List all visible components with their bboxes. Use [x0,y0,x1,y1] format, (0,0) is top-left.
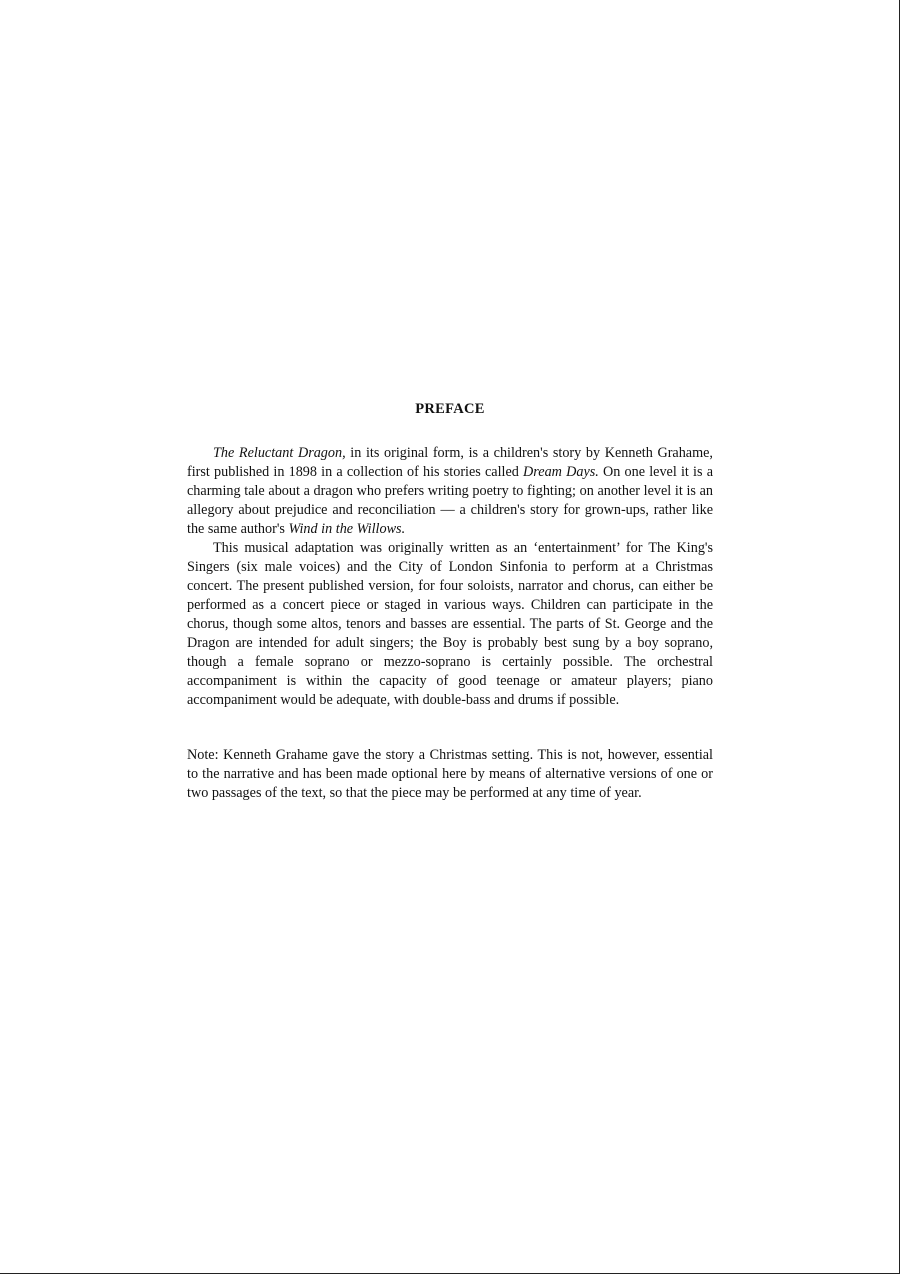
book-title-wind-in-the-willows: Wind in the Willows. [288,521,406,537]
preface-note: Note: Kenneth Grahame gave the story a Christmas setting. This is not, however, essential to the narrative and has been made optional here by means of alternative versions of one or two passages of the text, so that the piece may be performed at any time of year. [187,747,713,801]
preface-paragraph-1 [187,444,713,539]
page-title: PREFACE [415,401,485,417]
paragraph-text: On one level it is a charming tale about a dragon who prefers writing poetry to fighting; on another level it is an allegory about prejudice and reconciliation — a children's story for grown-ups, rather like the same author's [187,464,713,537]
preface-paragraph-2: This musical adaptation was originally written as an ‘entertainment’ for The King's Singers (six male voices) and the City of London Sinfonia to perform at a Christmas concert. The present published version, for four soloists, narrator and chorus, can either be performed as a concert piece or staged in various ways. Children can participate in the chorus, though some altos, tenors and basses are essential. The parts of St. George and the Dragon are intended for adult singers; the Boy is probably best sung by a boy soprano, though a female soprano or mezzo-soprano is certainly possible. The orchestral accompaniment is within the capacity of good teenage or amateur players; piano accompaniment would be adequate, with double-bass and drums if possible. [187,540,713,708]
paragraph-text: in its original form, is a children's story by Kenneth Grahame, first published in 1898 in a collection of his stories called [187,445,713,480]
preface-section [187,398,713,803]
book-title-reluctant-dragon: The Reluctant Dragon, [213,445,346,461]
book-title-dream-days: Dream Days. [523,464,599,480]
